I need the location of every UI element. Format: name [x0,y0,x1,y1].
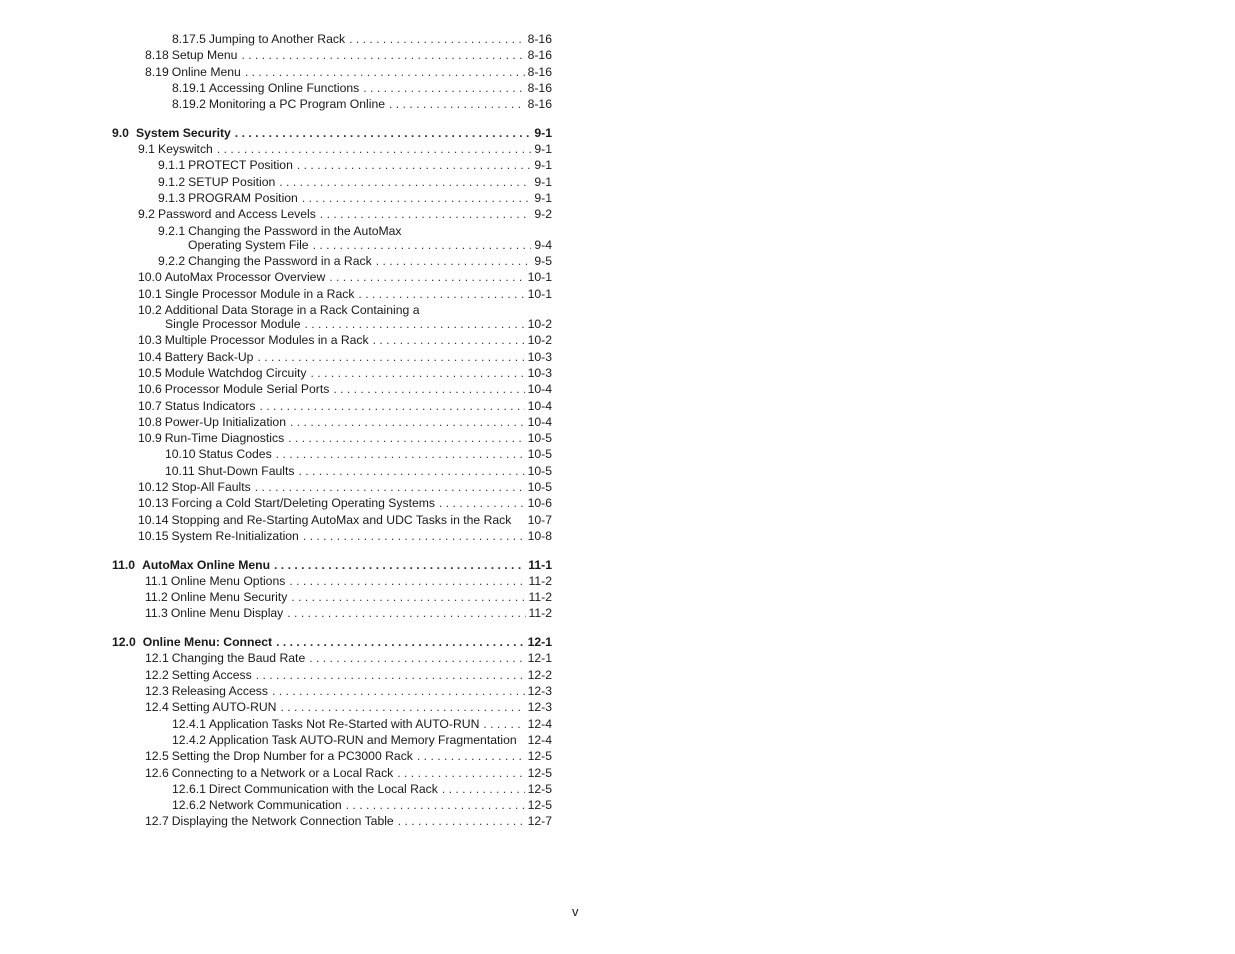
toc-entry-title: Status Indicators [164,399,256,413]
toc-dot-leader [291,590,525,605]
toc-entry-number: 9.2.1 [158,224,186,238]
toc-entry-page: 10-1 [527,270,552,284]
toc-entry-page: 12-5 [527,766,552,780]
toc-entry [145,65,552,80]
toc-entry-number: 10.1 [138,287,162,301]
toc-entry [172,32,552,47]
toc-entry-title: Jumping to Another Rack [208,32,346,46]
toc-dot-leader [333,382,524,397]
toc-entry-number: 10.11 [165,464,195,478]
toc-entry-page: 10-5 [527,480,552,494]
toc-entry-title: Displaying the Network Connection Table [171,814,394,828]
toc-entry-title: Changing the Password in the AutoMax [188,224,402,238]
toc-entry-page: 12-5 [527,798,552,812]
toc-dot-leader [255,480,525,495]
toc-entry-title: System Re-Initialization [171,529,299,543]
toc-dot-leader [287,606,525,621]
toc-entry-number: 12.4 [145,700,169,714]
toc-entry-page: 10-5 [527,431,552,445]
toc-entry-title: Application Task AUTO-RUN and Memory Fragmentation [208,733,517,747]
toc-entry [138,303,552,318]
toc-dot-leader [376,254,532,269]
toc-entry-title: Power-Up Initialization [164,415,286,429]
toc-entry [172,81,552,96]
toc-dot-leader [417,749,525,764]
toc-entry-title: System Security [135,126,231,140]
toc-entry-page: 9-5 [534,254,552,268]
toc-entry-number: 11.2 [145,590,168,604]
toc-entry-page: 12-1 [527,651,552,665]
toc-dot-leader [279,175,531,190]
toc-dot-leader [373,333,525,348]
toc-dot-leader [290,415,525,430]
toc-entry [158,224,552,239]
toc-entry-page: 10-1 [527,287,552,301]
toc-dot-leader [260,399,525,414]
toc-entry-title: Single Processor Module in a Rack [164,287,355,301]
toc-entry-number: 9.2.2 [158,254,186,268]
toc-entry [138,207,552,222]
toc-entry [145,749,552,764]
toc-entry-number: 12.5 [145,749,169,763]
toc-dot-leader [313,238,532,253]
toc-entry-title: Online Menu [171,65,241,79]
toc-entry-page: 8-16 [527,81,552,95]
toc-entry-page: 12-5 [527,782,552,796]
toc-dot-leader [305,317,525,332]
toc-entry [158,254,552,269]
toc-dot-leader [358,287,524,302]
toc-dot-leader [298,464,524,479]
toc-entry [145,668,552,683]
toc-entry-number: 10.5 [138,366,162,380]
toc-entry-number: 12.4.1 [172,717,206,731]
toc-entry [145,48,552,63]
toc-entry [188,238,552,253]
toc-entry [138,399,552,414]
toc-entry [112,558,552,573]
toc-entry [172,782,552,797]
toc-entry-title: Multiple Processor Modules in a Rack [164,333,369,347]
toc-entry-number: 10.2 [138,303,162,317]
toc-entry [158,191,552,206]
toc-entry-page: 9-1 [534,191,552,205]
toc-entry-page: 9-1 [534,126,552,140]
toc-dot-leader [439,496,525,511]
toc-entry-title: Keyswitch [157,142,213,156]
page-number: v [572,904,579,919]
toc-entry-page: 10-8 [527,529,552,543]
toc-entry [145,684,552,699]
toc-entry-title: Run-Time Diagnostics [164,431,285,445]
toc-entry-page: 12-2 [527,668,552,682]
toc-entry-page: 9-1 [534,142,552,156]
toc-entry [158,175,552,190]
toc-dot-leader [346,798,525,813]
toc-entry-title: Stop-All Faults [171,480,251,494]
toc-entry-title: Online Menu Options [170,574,286,588]
toc-entry-title: Setting Access [171,668,252,682]
toc-entry-page: 11-2 [528,606,552,620]
toc-entry-page: 12-3 [527,684,552,698]
toc-dot-leader [235,126,532,141]
toc-entry [145,651,552,666]
toc-entry-page: 11-2 [528,590,552,604]
toc-entry [165,317,552,332]
toc-entry-number: 9.1.1 [158,158,186,172]
toc-entry [145,766,552,781]
toc-entry [138,431,552,446]
toc-entry-title: Module Watchdog Circuity [164,366,307,380]
toc-entry-title: Battery Back-Up [164,350,254,364]
toc-entry-title: Monitoring a PC Program Online [208,97,386,111]
toc-entry-number: 10.9 [138,431,162,445]
toc-entry [172,798,552,813]
toc-entry-number: 12.4.2 [172,733,206,747]
toc-entry-title: Operating System File [188,238,309,252]
toc-dot-leader [257,350,524,365]
toc-entry-page: 9-1 [534,158,552,172]
toc-entry-number: 9.0 [112,126,129,140]
toc-dot-leader [398,814,525,829]
toc-entry-title: AutoMax Processor Overview [164,270,326,284]
toc-entry [165,464,552,479]
toc-dot-leader [274,558,525,573]
toc-entry [145,814,552,829]
toc-entry-page: 10-7 [527,513,552,527]
toc-entry-title: Application Tasks Not Re-Started with AUTO-RUN [208,717,480,731]
toc-entry-title: Online Menu Security [170,590,288,604]
toc-entry-title: Setup Menu [171,48,238,62]
toc-entry [138,270,552,285]
toc-entry-page: 12-1 [527,635,552,649]
toc-entry-title: Online Menu: Connect [142,635,273,649]
toc-entry-title: PROGRAM Position [188,191,298,205]
toc-entry-number: 12.6.1 [172,782,206,796]
toc-entry-page: 10-5 [527,447,552,461]
toc-entry-number: 8.19.2 [172,97,206,111]
toc-entry-page: 10-4 [527,415,552,429]
toc-dot-leader [389,97,525,112]
toc-dot-leader [349,32,525,47]
toc-dot-leader [217,142,532,157]
toc-entry [138,287,552,302]
toc-dot-leader [241,48,524,63]
toc-entry-number: 8.17.5 [172,32,206,46]
toc-entry-title: Direct Communication with the Local Rack [208,782,438,796]
toc-entry [172,97,552,112]
toc-entry-number: 9.1.2 [158,175,186,189]
toc-dot-leader [483,717,524,732]
toc-dot-leader [302,191,532,206]
toc-dot-leader [276,635,525,650]
toc-dot-leader [297,158,532,173]
toc-dot-leader [256,668,525,683]
toc-entry-title: Setting the Drop Number for a PC3000 Rack [171,749,413,763]
toc-entry-number: 8.19 [145,65,169,79]
toc-entry-page: 8-16 [527,65,552,79]
toc-entry-number: 11.3 [145,606,168,620]
toc-entry [138,496,552,511]
toc-entry-number: 10.13 [138,496,169,510]
toc-entry-page: 9-1 [534,175,552,189]
toc-entry-title: Single Processor Module [165,317,301,331]
toc-entry-number: 8.19.1 [172,81,206,95]
toc-entry [172,717,552,732]
toc-entry-number: 9.2 [138,207,155,221]
toc-entry-page: 8-16 [527,97,552,111]
toc-dot-leader [309,651,524,666]
toc-entry [145,606,552,621]
toc-entry-number: 12.6.2 [172,798,206,812]
toc-entry-page: 10-2 [527,333,552,347]
toc-entry-title: Releasing Access [171,684,268,698]
toc-entry-page: 10-3 [527,350,552,364]
toc-entry-page: 12-7 [527,814,552,828]
toc-entry-page: 10-4 [527,382,552,396]
toc-entry [138,366,552,381]
toc-entry-page: 8-16 [527,32,552,46]
toc-entry-number: 10.8 [138,415,162,429]
toc-dot-leader [311,366,525,381]
toc-entry-number: 12.3 [145,684,169,698]
toc-entry-page: 12-4 [527,717,552,731]
toc-entry-page: 10-2 [527,317,552,331]
toc-entry-page: 10-5 [527,464,552,478]
toc-entry-title: Stopping and Re-Starting AutoMax and UDC Tasks in the Rack [171,513,512,527]
toc-entry [145,700,552,715]
toc-entry [165,447,552,462]
toc-entry-page: 11-1 [528,558,552,572]
toc-entry-title: PROTECT Position [188,158,293,172]
toc-dot-leader [288,431,524,446]
toc-entry-number: 12.2 [145,668,169,682]
toc-entry [138,513,552,528]
toc-dot-leader [320,207,532,222]
toc-entry-page: 9-2 [534,207,552,221]
toc-entry-title: AutoMax Online Menu [142,558,271,572]
toc-dot-leader [289,574,525,589]
toc-entry-number: 10.4 [138,350,162,364]
toc-entry-number: 10.6 [138,382,162,396]
toc-entry-number: 11.1 [145,574,168,588]
toc-entry-number: 12.1 [145,651,169,665]
toc-entry [112,126,552,141]
toc-entry-title: Forcing a Cold Start/Deleting Operating Systems [171,496,436,510]
toc-entry-title: Processor Module Serial Ports [164,382,330,396]
toc-entry-page: 11-2 [528,574,552,588]
toc-entry-page: 9-4 [534,238,552,252]
toc-entry-number: 9.1 [138,142,155,156]
toc-entry-page: 10-3 [527,366,552,380]
toc-entry-number: 12.6 [145,766,169,780]
toc-entry-number: 11.0 [112,558,136,572]
toc-dot-leader [329,270,524,285]
toc-entry [138,480,552,495]
toc-entry-number: 10.12 [138,480,169,494]
toc-entry [138,529,552,544]
toc-entry-number: 9.1.3 [158,191,186,205]
toc-entry-number: 10.7 [138,399,162,413]
toc-dot-leader [397,766,524,781]
toc-dot-leader [303,529,525,544]
toc-entry [138,142,552,157]
toc-entry-title: SETUP Position [188,175,276,189]
toc-entry-title: Online Menu Display [170,606,284,620]
toc-entry [145,590,552,605]
toc-entry [112,635,552,650]
toc-dot-leader [272,684,525,699]
toc-entry-number: 12.7 [145,814,169,828]
toc-entry-page: 8-16 [527,48,552,62]
toc-entry-number: 10.10 [165,447,196,461]
toc-dot-leader [281,700,525,715]
toc-entry [158,158,552,173]
toc-entry-title: Connecting to a Network or a Local Rack [171,766,394,780]
toc-entry [138,350,552,365]
toc-entry-page: 12-5 [527,749,552,763]
toc-entry [138,415,552,430]
toc-dot-leader [442,782,525,797]
toc-entry-title: Changing the Password in a Rack [188,254,372,268]
toc-entry-page: 10-6 [527,496,552,510]
toc-entry-title: Accessing Online Functions [208,81,360,95]
toc-entry-title: Shut-Down Faults [197,464,295,478]
toc-entry-title: Password and Access Levels [157,207,316,221]
toc-entry-page: 10-4 [527,399,552,413]
toc-entry-title: Setting AUTO-RUN [171,700,277,714]
toc-entry-title: Network Communication [208,798,342,812]
toc-entry-number: 10.14 [138,513,169,527]
toc-dot-leader [276,447,525,462]
toc-entry-number: 10.0 [138,270,162,284]
toc-entry-number: 12.0 [112,635,136,649]
toc-dot-leader [245,65,525,80]
toc-entry-page: 12-4 [527,733,552,747]
toc-entry [145,574,552,589]
toc-entry-number: 8.18 [145,48,169,62]
toc-entry-title: Additional Data Storage in a Rack Containing a [164,303,420,317]
toc-entry [138,382,552,397]
toc-entry-number: 10.15 [138,529,169,543]
toc-entry [138,333,552,348]
toc-entry-title: Changing the Baud Rate [171,651,306,665]
toc-dot-leader [363,81,524,96]
toc-entry [172,733,552,748]
toc-entry-number: 10.3 [138,333,162,347]
toc-entry-title: Status Codes [198,447,272,461]
toc-entry-page: 12-3 [527,700,552,714]
